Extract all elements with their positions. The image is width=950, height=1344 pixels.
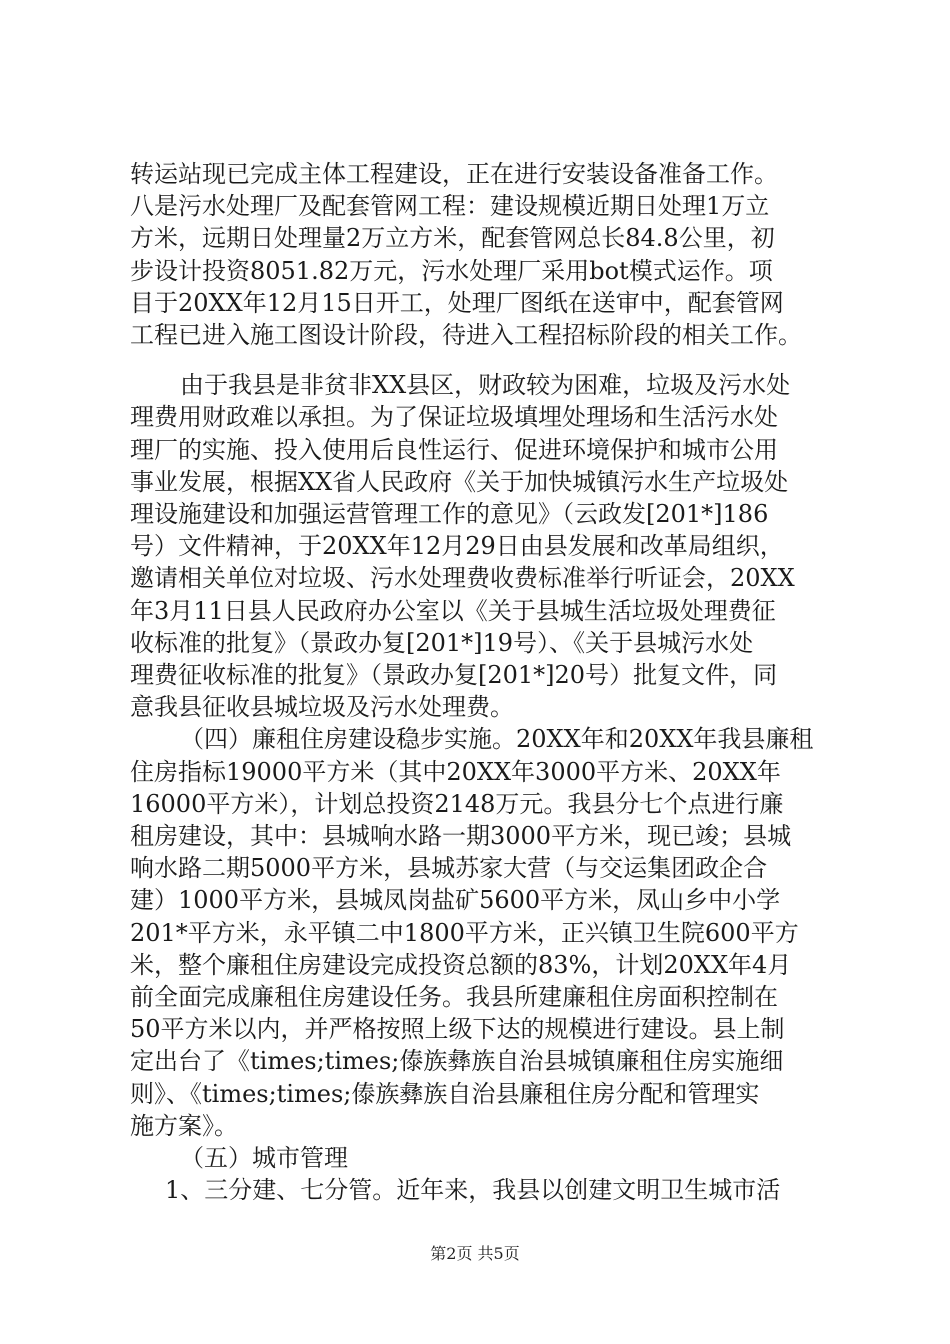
- text-line: 方米，远期日处理量2万立方米，配套管网总长84.8公里，初: [130, 224, 775, 253]
- text-line: 由于我县是非贫非XX县区，财政较为困难，垃圾及污水处: [180, 371, 791, 400]
- text-line: 理费征收标准的批复》（景政办复[201*]20号）批复文件，同: [130, 661, 778, 689]
- text-line: （四）廉租住房建设稳步实施。20XX年和20XX年我县廉租: [180, 725, 814, 754]
- text-line: 号）文件精神，于20XX年12月29日由县发展和改革局组织，: [130, 532, 784, 561]
- text-line: 目于20XX年12月15日开工，处理厂图纸在送审中，配套管网: [130, 288, 784, 317]
- text-line: 八是污水处理厂及配套管网工程：建设规模近期日处理1万立: [130, 192, 770, 221]
- text-line: （五）城市管理: [180, 1144, 348, 1172]
- page-footer: 第2页 共5页: [430, 1244, 520, 1263]
- text-line: 事业发展，根据XX省人民政府《关于加快城镇污水生产垃圾处: [130, 467, 789, 496]
- text-line: 米，整个廉租住房建设完成投资总额的83%，计划20XX年4月: [130, 950, 792, 979]
- text-line: 步设计投资8051.82万元，污水处理厂采用bot模式运作。项: [130, 256, 773, 285]
- text-line: 响水路二期5000平方米，县城苏家大营（与交运集团政企合: [130, 854, 768, 883]
- text-line: 16000平方米），计划总投资2148万元。我县分七个点进行廉: [130, 789, 784, 818]
- text-line: 前全面完成廉租住房建设任务。我县所建廉租住房面积控制在: [130, 983, 778, 1011]
- text-line: 理费用财政难以承担。为了保证垃圾填埋处理场和生活污水处: [130, 403, 778, 432]
- text-line: 工程已进入施工图设计阶段，待进入工程招标阶段的相关工作。: [130, 321, 802, 349]
- text-line: 收标准的批复》（景政办复[201*]19号）、《关于县城污水处: [130, 628, 754, 657]
- text-line: 则》、《times;times;傣族彝族自治县廉租住房分配和管理实: [130, 1079, 760, 1108]
- text-line: 住房指标19000平方米（其中20XX年3000平方米、20XX年: [130, 757, 781, 786]
- text-line: 意我县征收县城垃圾及污水处理费。: [130, 693, 514, 722]
- text-line: 1、三分建、七分管。近年来，我县以创建文明卫生城市活: [165, 1176, 781, 1205]
- text-line: 年3月11日县人民政府办公室以《关于县城生活垃圾处理费征: [130, 596, 776, 625]
- text-line: 201*平方米，永平镇二中1800平方米，正兴镇卫生院600平方: [130, 918, 799, 947]
- text-line: 邀请相关单位对垃圾、污水处理费收费标准举行听证会，20XX: [130, 564, 795, 593]
- text-line: 转运站现已完成主体工程建设，正在进行安装设备准备工作。: [130, 160, 778, 188]
- text-line: 理设施建设和加强运营管理工作的意见》（云政发[201*]186: [130, 500, 769, 528]
- text-line: 施方案》。: [130, 1111, 238, 1140]
- text-line: 建）1000平方米，县城凤岗盐矿5600平方米，凤山乡中小学: [130, 886, 781, 915]
- text-line: 租房建设，其中：县城响水路一期3000平方米，现已竣；县城: [130, 822, 792, 850]
- text-line: 理厂的实施、投入使用后良性运行、促进环境保护和城市公用: [130, 435, 778, 464]
- text-line: 定出台了《times;times;傣族彝族自治县城镇廉租住房实施细: [130, 1047, 784, 1076]
- text-line: 50平方米以内，并严格按照上级下达的规模进行建设。县上制: [130, 1015, 785, 1044]
